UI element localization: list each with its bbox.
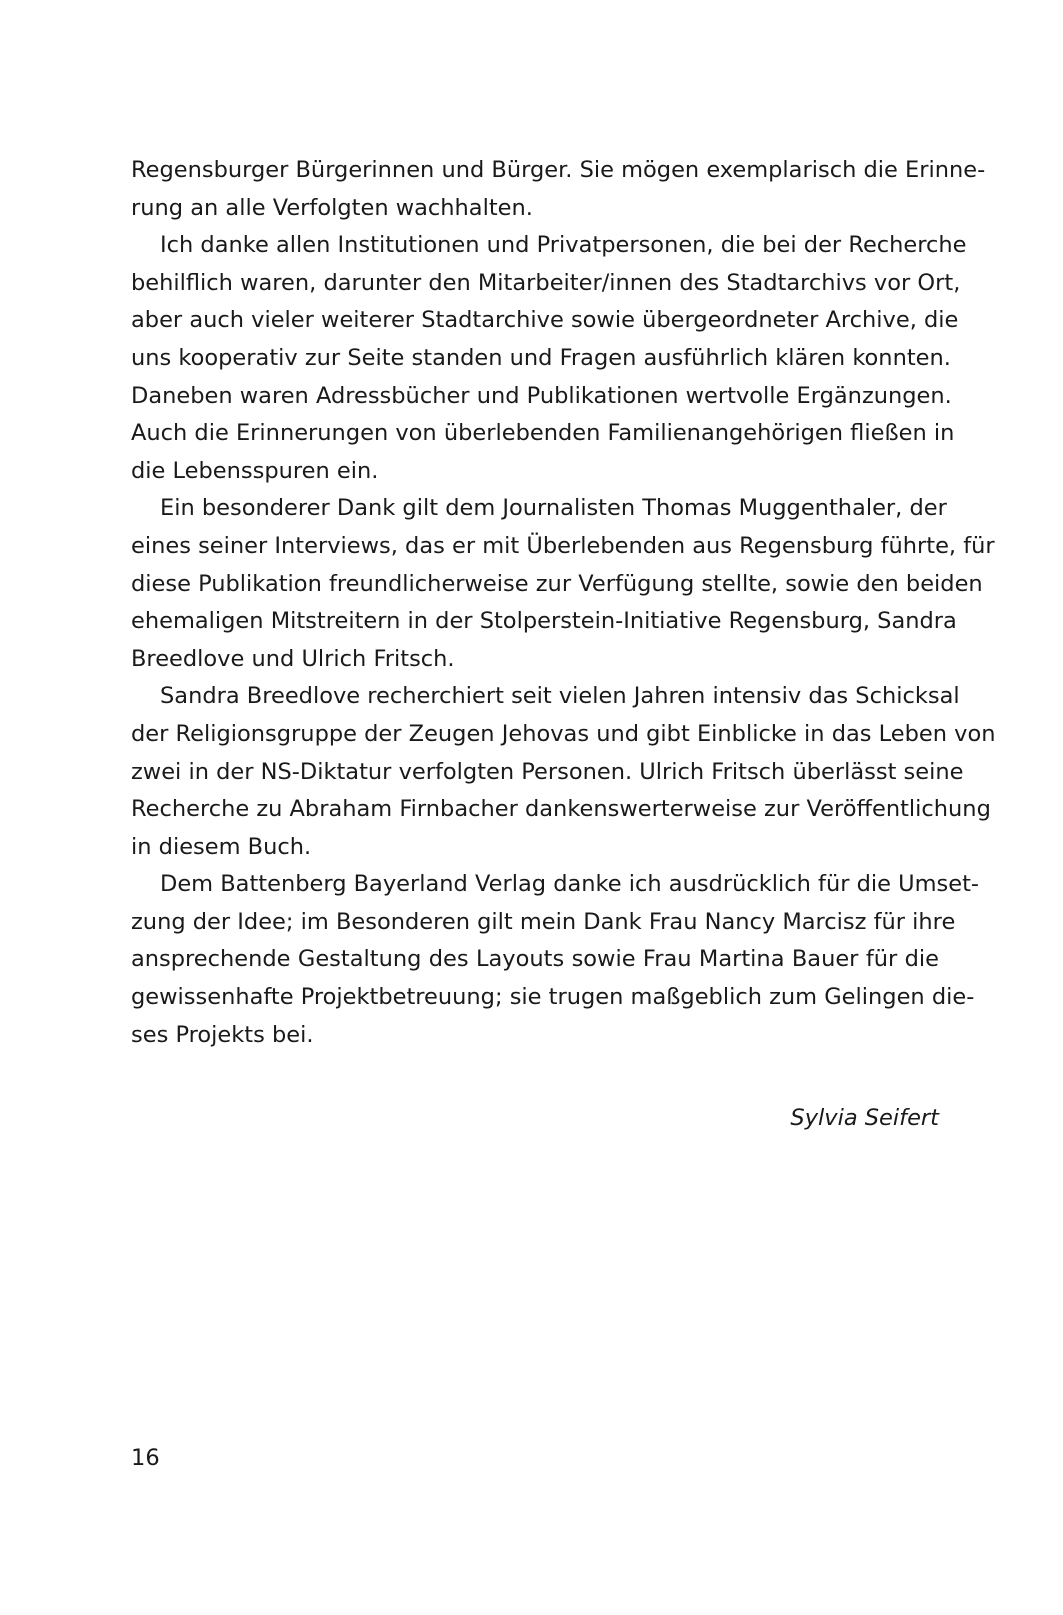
text-line: Dem Battenberg Bayerland Verlag danke ich ausdrücklich für die Umset- — [160, 871, 980, 898]
text-line: Recherche zu Abraham Firnbacher dankenswerterweise zur Veröffentlichung — [131, 796, 991, 823]
text-line: Sandra Breedlove recherchiert seit vielen Jahren intensiv das Schicksal — [160, 683, 960, 710]
text-line: zwei in der NS-Diktatur verfolgten Personen. Ulrich Fritsch überlässt seine — [131, 758, 964, 785]
body-text — [131, 152, 996, 1054]
text-line: diese Publikation freundlicherweise zur Verfügung stellte, sowie den beiden — [131, 570, 983, 597]
text-line: Breedlove und Ulrich Fritsch. — [131, 645, 455, 672]
text-line: in diesem Buch. — [131, 833, 312, 860]
text-line: die Lebensspuren ein. — [131, 457, 379, 484]
text-line: Ich danke allen Institutionen und Privatpersonen, die bei der Recherche — [160, 232, 967, 259]
page-number: 16 — [131, 1445, 160, 1471]
text-line: eines seiner Interviews, das er mit Überlebenden aus Regensburg führte, für — [131, 532, 995, 559]
text-line: Daneben waren Adressbücher und Publikationen wertvolle Ergänzungen. — [131, 382, 952, 409]
text-line: rung an alle Verfolgten wachhalten. — [131, 194, 533, 221]
author-signature: Sylvia Seifert — [790, 1105, 939, 1131]
text-line: ansprechende Gestaltung des Layouts sowie Frau Martina Bauer für die — [131, 946, 939, 973]
text-line: Regensburger Bürgerinnen und Bürger. Sie mögen exemplarisch die Erinne- — [131, 157, 986, 183]
text-line: uns kooperativ zur Seite standen und Fragen ausführlich klären konnten. — [131, 344, 951, 371]
text-line: Ein besonderer Dank gilt dem Journalisten Thomas Muggenthaler, der — [160, 495, 947, 522]
text-line: gewissenhafte Projektbetreuung; sie trugen maßgeblich zum Gelingen die- — [131, 984, 975, 1011]
text-line: ses Projekts bei. — [131, 1021, 314, 1048]
text-line: ehemaligen Mitstreitern in der Stolperstein-Initiative Regensburg, Sandra — [131, 608, 957, 635]
text-line: zung der Idee; im Besonderen gilt mein Dank Frau Nancy Marcisz für ihre — [131, 908, 956, 935]
text-line: aber auch vieler weiterer Stadtarchive sowie übergeordneter Archive, die — [131, 307, 959, 334]
text-line: der Religionsgruppe der Zeugen Jehovas und gibt Einblicke in das Leben von — [131, 720, 996, 747]
text-line: Auch die Erinnerungen von überlebenden Familienangehörigen fließen in — [131, 420, 955, 447]
text-line: behilflich waren, darunter den Mitarbeiter/innen des Stadtarchivs vor Ort, — [131, 269, 961, 296]
